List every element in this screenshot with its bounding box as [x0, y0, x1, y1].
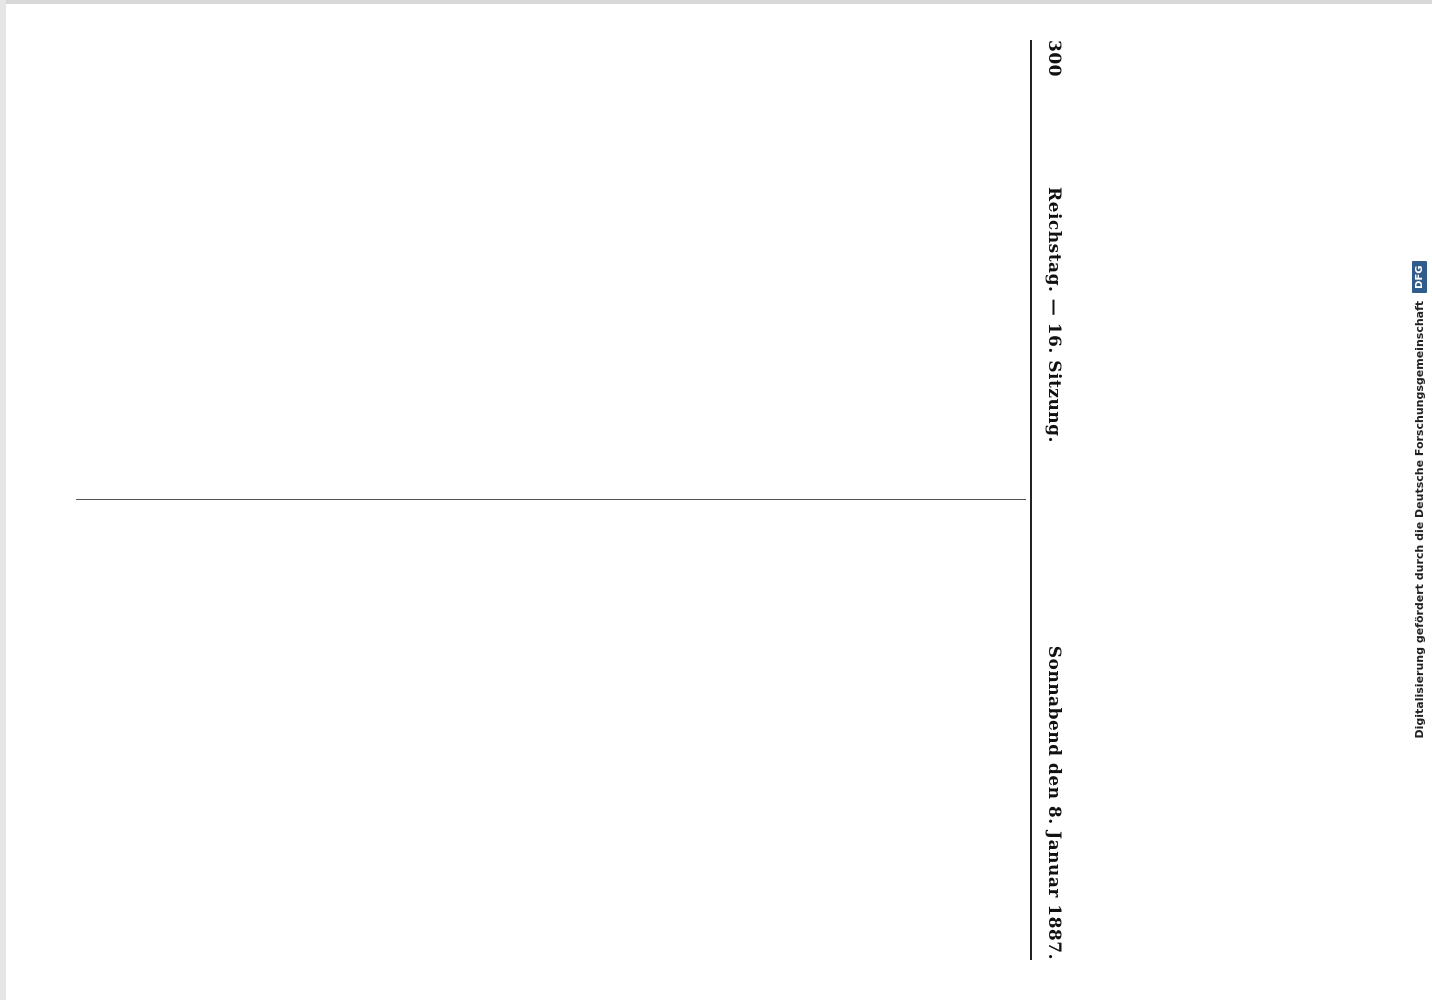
page-number: 300 — [1044, 40, 1064, 77]
page-content-rotated — [60, 0, 1070, 1000]
session-title: Reichstag. — 16. Sitzung. — [1044, 187, 1064, 443]
dfg-logo-icon: DFG — [1412, 262, 1427, 293]
session-date: Sonnabend den 8. Januar 1887. — [1044, 645, 1064, 960]
header-rule — [1030, 40, 1032, 960]
text-column-right — [74, 516, 1024, 956]
digitization-credit-text: Digitalisierung gefördert durch die Deutsche Forschungsgemeinschaft — [1412, 300, 1426, 739]
scan-edge-left — [0, 0, 6, 1000]
text-column-left — [74, 44, 1024, 484]
column-divider — [76, 499, 1026, 500]
digitization-credit — [1410, 0, 1428, 1000]
running-header — [1036, 40, 1064, 960]
